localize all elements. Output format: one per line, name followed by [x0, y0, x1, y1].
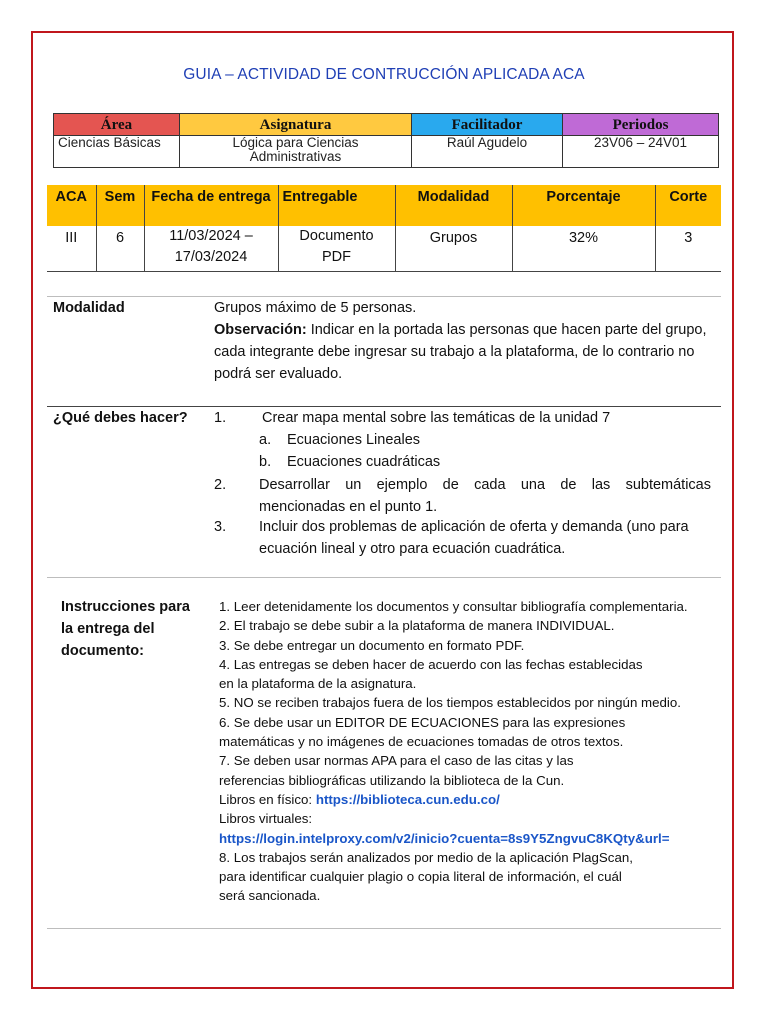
list-text: Desarrollar un ejemplo de cada una de las subtemáticas mencionadas en el punto 1. — [259, 477, 711, 515]
header-sem: Sem — [96, 185, 144, 226]
cell-entregable: Documento PDF — [278, 226, 395, 271]
observacion-text: Indicar en la portada las personas que hacen parte del grupo, cada integrante debe ingresar su trabajo a la plataforma, de lo contrario no podrá ser evaluado. — [214, 322, 707, 382]
cell-sem: 6 — [96, 226, 144, 271]
instruction-line: 3. Se debe entregar un documento en formato PDF. — [219, 637, 525, 653]
list-text: Ecuaciones Lineales — [287, 432, 421, 448]
list-number: 1. — [214, 410, 227, 426]
que-hacer-label: ¿Qué debes hacer? — [53, 410, 188, 426]
course-info-table — [53, 113, 719, 168]
instruction-line: 6. Se debe usar un EDITOR DE ECUACIONES para las expresiones — [219, 714, 626, 730]
document-title: GUIA – ACTIVIDAD DE CONTRUCCIÓN APLICADA ACA — [183, 66, 585, 83]
cell-aca: III — [47, 226, 96, 271]
header-modalidad: Modalidad — [395, 185, 512, 226]
header-area: Área — [54, 114, 180, 136]
instruction-line: 4. Las entregas se deben hacer de acuerdo con las fechas establecidas — [219, 656, 643, 672]
header-aca: ACA — [47, 185, 96, 226]
cell-fecha: 11/03/2024 – 17/03/2024 — [144, 226, 278, 271]
instrucciones-list — [219, 597, 688, 906]
modalidad-text — [214, 297, 714, 385]
header-corte: Corte — [655, 185, 721, 226]
cell-modalidad: Grupos — [395, 226, 512, 271]
libros-fisico — [219, 790, 688, 809]
observacion — [214, 319, 714, 385]
biblioteca-link[interactable]: https://biblioteca.cun.edu.co/ — [315, 791, 500, 807]
value-asignatura: Lógica para Ciencias Administrativas — [180, 136, 412, 168]
list-text: Crear mapa mental sobre las temáticas de la unidad 7 — [262, 410, 611, 426]
instruction-line: 7. Se deben usar normas APA para el caso de las citas y las — [219, 753, 574, 769]
list-text: Incluir dos problemas de aplicación de oferta y demanda (uno para ecuación lineal y otro para ecuación cuadrática. — [259, 519, 689, 557]
instruction-line: en la plataforma de la asignatura. — [219, 676, 417, 692]
activity-table — [47, 185, 721, 272]
divider — [47, 928, 721, 929]
value-area: Ciencias Básicas — [54, 136, 180, 168]
instruction-line: para identificar cualquier plagio o copia literal de información, el cuál — [219, 869, 622, 885]
header-asignatura: Asignatura — [180, 114, 412, 136]
instruction-line: 2. El trabajo se debe subir a la plataforma de manera INDIVIDUAL. — [219, 618, 615, 634]
value-facilitador: Raúl Agudelo — [412, 136, 563, 168]
instruction-line: 1. Leer detenidamente los documentos y consultar bibliografía complementaria. — [219, 599, 688, 614]
value-periodos: 23V06 – 24V01 — [563, 136, 719, 168]
list-letter: b. — [259, 454, 272, 470]
modalidad-line: Grupos máximo de 5 personas. — [214, 300, 417, 316]
header-facilitador: Facilitador — [412, 114, 563, 136]
libros-fisico-label: Libros en físico: — [219, 791, 316, 807]
list-number: 2. — [214, 477, 227, 493]
header-fecha: Fecha de entrega — [144, 185, 278, 226]
header-entregable: Entregable — [278, 185, 395, 226]
list-letter: a. — [259, 432, 272, 448]
instruction-line: matemáticas y no imágenes de ecuaciones tomadas de otros textos. — [219, 734, 624, 750]
header-periodos: Periodos — [563, 114, 719, 136]
instruction-line: referencias bibliográficas utilizando la biblioteca de la Cun. — [219, 772, 565, 788]
instrucciones-label: Instrucciones para la entrega del documento: — [61, 599, 190, 659]
observacion-label: Observación: — [214, 322, 307, 338]
instruction-line: 5. NO se reciben trabajos fuera de los tiempos establecidos por ningún medio. — [219, 695, 681, 711]
intelproxy-link[interactable]: https://login.intelproxy.com/v2/inicio?cuenta=8s9Y5ZngvuC8KQty&url= — [219, 830, 670, 846]
list-item — [214, 474, 711, 518]
list-item — [214, 516, 711, 560]
instruction-line: 8. Los trabajos serán analizados por medio de la aplicación PlagScan, — [219, 849, 633, 865]
divider — [47, 577, 721, 578]
cell-porcentaje: 32% — [512, 226, 655, 271]
instruction-line: será sancionada. — [219, 888, 321, 904]
list-text: Ecuaciones cuadráticas — [287, 454, 441, 470]
modalidad-label: Modalidad — [53, 300, 125, 316]
header-porcentaje: Porcentaje — [512, 185, 655, 226]
list-number: 3. — [214, 519, 227, 535]
cell-corte: 3 — [655, 226, 721, 271]
libros-virtuales-label: Libros virtuales: — [219, 811, 313, 827]
